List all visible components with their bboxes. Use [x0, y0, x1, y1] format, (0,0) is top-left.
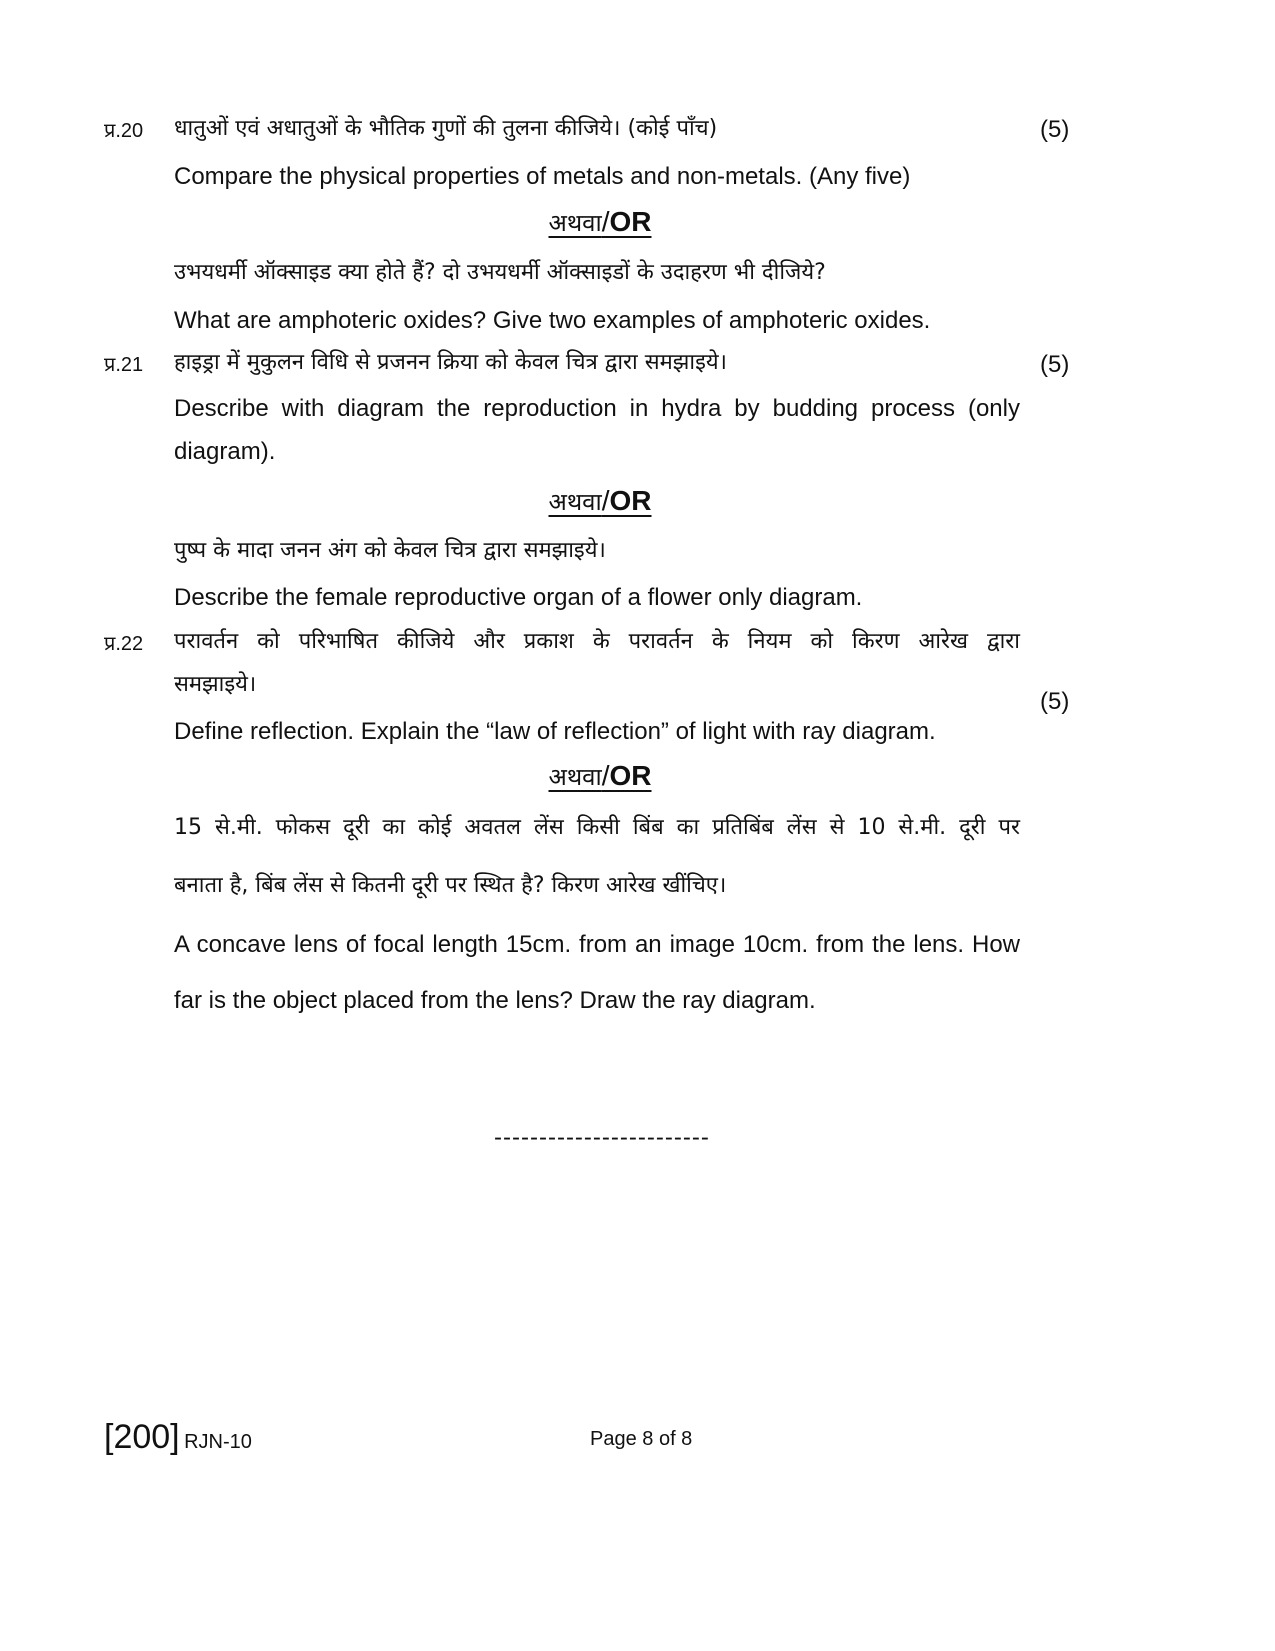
q22-alt-hindi-text-line1: 15 से.मी. फोकस दूरी का कोई अवतल लेंस किसी बिंब का प्रतिबिंब लेंस से 10 से.मी. दूरी पर	[174, 815, 1020, 840]
q21-hindi-text: हाइड्रा में मुकुलन विधि से प्रजनन क्रिया को केवल चित्र द्वारा समझाइये।	[174, 350, 728, 375]
or-separator: /	[601, 485, 610, 516]
or-english-label: OR	[609, 760, 652, 791]
footer-page-number: Page 8 of 8	[590, 1428, 693, 1450]
q20-hindi-text: धातुओं एवं अधातुओं के भौतिक गुणों की तुलना कीजिये। (कोई पाँच)	[174, 116, 718, 141]
q20-marks: (5)	[1040, 116, 1070, 143]
q21-marks: (5)	[1040, 351, 1070, 378]
q21-english-text-line2: diagram).	[174, 438, 276, 465]
q22-hindi-text-line2: समझाइये।	[174, 672, 257, 697]
or-english-label: OR	[609, 206, 652, 237]
question-number-20: प्र.20	[104, 120, 144, 142]
q21-alt-hindi-text: पुष्प के मादा जनन अंग को केवल चित्र द्वारा समझाइये।	[174, 538, 606, 563]
q22-alt-hindi-text-line2: बनाता है, बिंब लेंस से कितनी दूरी पर स्थित है? किरण आरेख खींचिए।	[174, 873, 727, 898]
or-heading-q21	[0, 487, 1200, 515]
or-hindi-label: अथवा	[548, 209, 602, 237]
or-separator: /	[601, 760, 610, 791]
or-heading-q20	[0, 208, 1200, 236]
or-hindi-label: अथवा	[548, 488, 602, 516]
or-heading-q22	[0, 762, 1200, 790]
q22-hindi-text-line1: परावर्तन को परिभाषित कीजिये और प्रकाश के परावर्तन के नियम को किरण आरेख द्वारा	[174, 629, 1020, 654]
q20-alt-hindi-text: उभयधर्मी ऑक्साइड क्या होते हैं? दो उभयधर्मी ऑक्साइडों के उदाहरण भी दीजिये?	[174, 260, 826, 285]
or-hindi-label: अथवा	[548, 763, 602, 791]
q22-marks: (5)	[1040, 688, 1070, 715]
q22-alt-english-text-line2: far is the object placed from the lens? Draw the ray diagram.	[174, 987, 816, 1014]
question-number-21: प्र.21	[104, 354, 144, 376]
q20-english-text: Compare the physical properties of metals and non-metals. (Any five)	[174, 163, 911, 190]
or-separator: /	[601, 206, 610, 237]
question-number-22: प्र.22	[104, 633, 144, 655]
q22-alt-english-text-line1: A concave lens of focal length 15cm. from an image 10cm. from the lens. How	[174, 931, 1020, 958]
footer-paper-code: RJN-10	[184, 1431, 252, 1453]
or-english-label: OR	[609, 485, 652, 516]
end-divider: ------------------------	[494, 1124, 710, 1151]
q21-alt-english-text: Describe the female reproductive organ of a flower only diagram.	[174, 584, 863, 611]
footer-copies: [200]	[104, 1418, 180, 1456]
q20-alt-english-text: What are amphoteric oxides? Give two examples of amphoteric oxides.	[174, 307, 931, 334]
footer-code	[104, 1420, 252, 1454]
q22-english-text: Define reflection. Explain the “law of reflection” of light with ray diagram.	[174, 718, 936, 745]
q21-english-text-line1: Describe with diagram the reproduction in hydra by budding process (only	[174, 395, 1020, 422]
